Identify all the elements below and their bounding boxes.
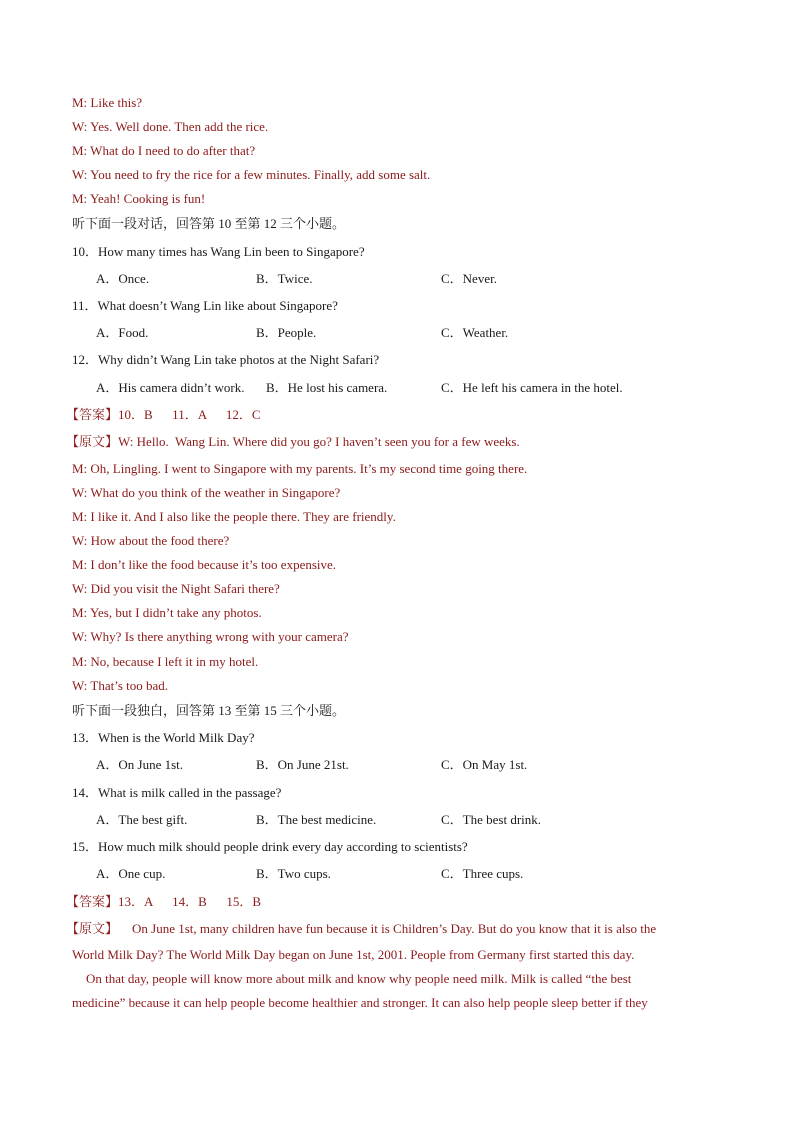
- option-13-a: A．On June 1st.: [96, 757, 184, 772]
- transcript-line: M: Yes, but I didn’t take any photos.: [72, 605, 262, 620]
- option-12-a: A．His camera didn’t work.: [96, 380, 245, 395]
- answer-tag: 【答案】: [66, 407, 119, 422]
- answer-line: [66, 894, 261, 910]
- transcript-line: On that day, people will know more about milk and know why people need milk. Milk is called “the best: [86, 971, 632, 986]
- option-10-c: C．Never.: [441, 271, 497, 286]
- option-11-a: A．Food.: [96, 325, 149, 340]
- option-12-b: B．He lost his camera.: [266, 380, 388, 395]
- option-14-a: A．The best gift.: [96, 812, 188, 827]
- answer-tag: 【答案】: [66, 894, 119, 909]
- option-15-c: C．Three cups.: [441, 866, 524, 881]
- transcript-line: medicine” because it can help people become healthier and stronger. It can also help people sleep better if they: [72, 995, 648, 1010]
- option-11-b: B．People.: [256, 325, 317, 340]
- transcript-line: W: How about the food there?: [72, 533, 230, 548]
- transcript-first-line: [66, 434, 520, 450]
- transcript-line: W: Why? Is there anything wrong with your camera?: [72, 629, 349, 644]
- answer-line: [66, 407, 261, 423]
- dialog-line: W: You need to fry the rice for a few minutes. Finally, add some salt.: [72, 167, 431, 182]
- question-13: 13．When is the World Milk Day?: [72, 730, 255, 745]
- dialog-line: W: Yes. Well done. Then add the rice.: [72, 119, 269, 134]
- dialog-line: M: Like this?: [72, 95, 143, 110]
- option-10-b: B．Twice.: [256, 271, 313, 286]
- section-intro: 听下面一段独白，回答第 13 至第 15 三个小题。: [72, 703, 346, 718]
- transcript-first-line: [66, 921, 656, 937]
- transcript-line: M: I like it. And I also like the people there. They are friendly.: [72, 509, 396, 524]
- dialog-line: M: What do I need to do after that?: [72, 143, 256, 158]
- option-13-c: C．On May 1st.: [441, 757, 528, 772]
- transcript-text: W: Hello. Wang Lin. Where did you go? I haven’t seen you for a few weeks.: [118, 434, 520, 449]
- option-10-a: A．Once.: [96, 271, 150, 286]
- question-10: 10．How many times has Wang Lin been to Singapore?: [72, 244, 365, 259]
- transcript-tag: 【原文】: [66, 921, 119, 936]
- transcript-line: World Milk Day? The World Milk Day began on June 1st, 2001. People from Germany first started this day.: [72, 947, 635, 962]
- question-12: 12．Why didn’t Wang Lin take photos at the Night Safari?: [72, 352, 380, 367]
- transcript-line: M: I don’t like the food because it’s too expensive.: [72, 557, 337, 572]
- transcript-line: W: What do you think of the weather in Singapore?: [72, 485, 341, 500]
- transcript-line: M: Oh, Lingling. I went to Singapore with my parents. It’s my second time going there.: [72, 461, 528, 476]
- section-intro: 听下面一段对话，回答第 10 至第 12 三个小题。: [72, 216, 346, 231]
- question-14: 14．What is milk called in the passage?: [72, 785, 282, 800]
- answer-text: 10．B 11．A 12．C: [118, 407, 261, 422]
- answer-text: 13．A 14．B 15．B: [118, 894, 262, 909]
- question-15: 15．How much milk should people drink every day according to scientists?: [72, 839, 468, 854]
- transcript-line: W: That’s too bad.: [72, 678, 169, 693]
- option-11-c: C．Weather.: [441, 325, 509, 340]
- transcript-text: On June 1st, many children have fun because it is Children’s Day. But do you know that it is also the: [132, 921, 657, 936]
- dialog-line: M: Yeah! Cooking is fun!: [72, 191, 206, 206]
- transcript-line: W: Did you visit the Night Safari there?: [72, 581, 280, 596]
- option-14-c: C．The best drink.: [441, 812, 542, 827]
- option-15-b: B．Two cups.: [256, 866, 331, 881]
- option-14-b: B．The best medicine.: [256, 812, 377, 827]
- option-12-c: C．He left his camera in the hotel.: [441, 380, 623, 395]
- option-15-a: A．One cup.: [96, 866, 166, 881]
- transcript-line: M: No, because I left it in my hotel.: [72, 654, 259, 669]
- question-11: 11．What doesn’t Wang Lin like about Singapore?: [72, 298, 338, 313]
- option-13-b: B．On June 21st.: [256, 757, 349, 772]
- transcript-tag: 【原文】: [66, 434, 119, 449]
